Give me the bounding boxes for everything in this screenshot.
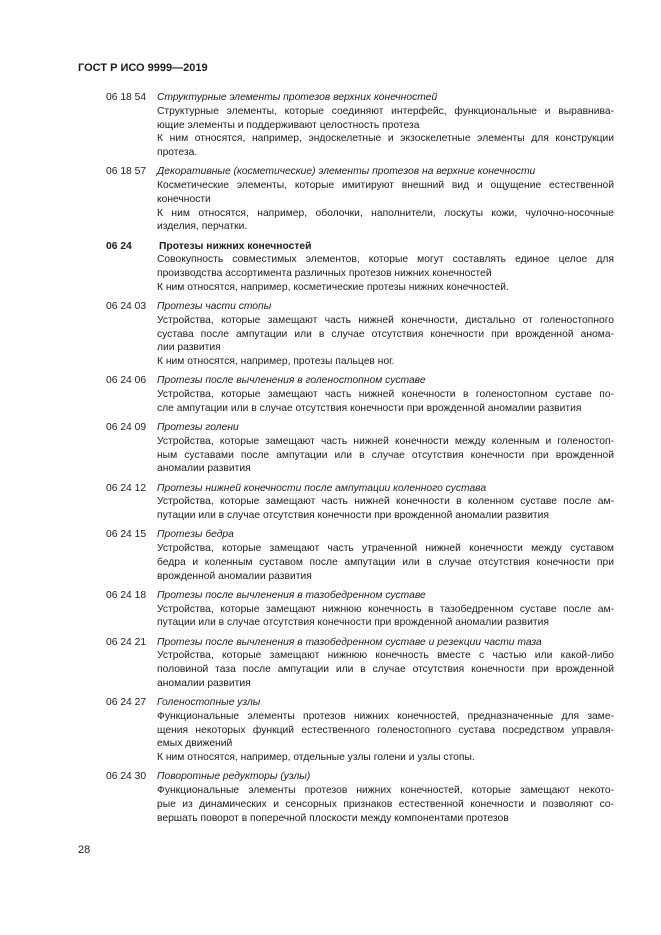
- note-line: К ним относятся, например, оболочки, наполнители, лоскуты кожи, чулочно-носочные: [157, 207, 614, 219]
- definition-line: сустава после ампутации или в случае отсутствия конечности при врожденной анома-: [157, 328, 614, 340]
- entry-heading: [106, 300, 614, 314]
- entry-06-24-09: [106, 421, 614, 476]
- entry-title: Протезы после вычленения в тазобедренном суставе и резекции части таза: [157, 636, 542, 648]
- entry-code: 06 24 27: [106, 697, 147, 708]
- entry-heading: [106, 696, 614, 710]
- entry-heading: [106, 374, 614, 388]
- note-line: К ним относятся, например, протезы пальцев ног.: [157, 356, 395, 367]
- definition-line: Функциональные элементы протезов нижних конечностей, предназначенные для заме-: [157, 710, 614, 722]
- document-header: ГОСТ Р ИСО 9999—2019: [78, 62, 208, 74]
- definition-line: путации или в случае отсутствия конечности при врожденной аномалии развития: [157, 617, 549, 629]
- definition-line: Устройства, которые замещают нижнюю конечность вместе с частью или какой-либо: [157, 650, 614, 662]
- definition-line: Структурные элементы, которые соединяют интерфейс, функциональные и выравнива-: [157, 105, 614, 117]
- entry-code: 06 18 54: [106, 92, 147, 103]
- definition-line: ным суставами после ампутации или в случае отсутствия конечности при врожденной: [157, 449, 614, 461]
- entry-code: 06 24 12: [106, 482, 147, 494]
- entry-code: 06 24 30: [106, 771, 147, 783]
- entry-body: [157, 314, 614, 369]
- entry-heading: [106, 240, 614, 254]
- definition-line: производства ассортимента различных протезов нижних конечностей: [157, 268, 492, 279]
- entry-heading: [106, 482, 614, 496]
- entry-06-24-06: [106, 374, 614, 415]
- entry-title: Протезы после вычленения в голеностопном суставе: [157, 375, 426, 387]
- entry-body: [157, 435, 614, 476]
- entry-code: 06 24 06: [106, 375, 147, 387]
- entry-body: [157, 179, 614, 234]
- entry-body: [157, 784, 614, 825]
- definition-line: рые из динамических и сенсорных признаков естественной конечности и позволяют со-: [157, 798, 614, 810]
- note-line: К ним относятся, например, эндоскелетные и экзоскелетные элементы для конструкции: [157, 133, 614, 145]
- entry-06-18-57: [106, 165, 614, 234]
- definition-line: аномалии развития: [157, 463, 251, 475]
- entry-body: [157, 710, 614, 765]
- entry-title: Протезы нижней конечности после ампутации коленного сустава: [157, 482, 487, 494]
- definition-line: сле ампутации или в случае отсутствия конечности при врожденной аномалии развития: [157, 402, 582, 414]
- entry-heading: [106, 528, 614, 542]
- definition-line: Устройства, которые замещают часть нижней конечности в коленном суставе после ам-: [157, 496, 614, 508]
- entry-code: 06 24 21: [106, 636, 147, 648]
- note-line: изделия, перчатки.: [157, 221, 248, 233]
- entry-title: Протезы голени: [157, 422, 239, 433]
- note-line: К ним относятся, например, косметические протезы нижних конечностей.: [157, 281, 509, 293]
- entry-body: [157, 105, 614, 160]
- entry-title: Протезы после вычленения в тазобедренном суставе: [157, 589, 426, 601]
- entry-06-24: [106, 240, 614, 295]
- entry-06-18-54: [106, 91, 614, 160]
- definition-line: Устройства, которые замещают часть нижней конечности между коленным и голеностоп-: [157, 435, 614, 447]
- entry-body: [157, 388, 614, 416]
- entry-code: 06 24 15: [106, 529, 147, 541]
- entry-body: [157, 253, 614, 294]
- entry-heading: [106, 636, 614, 650]
- definition-line: аномалии развития: [157, 677, 251, 689]
- definition-line: бедра и коленным суставом после ампутации или в случае отсутствия конечности при: [157, 556, 614, 568]
- entry-06-24-15: [106, 528, 614, 583]
- entry-title: Голеностопные узлы: [157, 697, 261, 708]
- entry-body: [157, 495, 614, 523]
- entry-heading: [106, 421, 614, 435]
- note-line: протеза.: [157, 147, 198, 158]
- entry-06-24-27: [106, 696, 614, 765]
- page-number: 28: [78, 844, 91, 856]
- entry-title: Протезы нижних конечностей: [159, 240, 312, 252]
- entry-06-24-30: [106, 770, 614, 825]
- definition-line: ющие элементы и поддерживают целостность протеза: [157, 119, 420, 131]
- definition-line: вершать поворот в поперечной плоскости между компонентами протезов: [157, 812, 509, 824]
- definition-line: емых движений: [157, 738, 233, 750]
- entry-body: [157, 603, 614, 631]
- note-line: К ним относятся, например, отдельные узлы голени и узлы стопы.: [157, 752, 475, 763]
- entry-code: 06 24 03: [106, 301, 147, 312]
- entry-06-24-18: [106, 589, 614, 630]
- entry-title: Структурные элементы протезов верхних конечностей: [157, 92, 438, 103]
- definition-line: конечности: [157, 193, 211, 205]
- entry-body: [157, 542, 614, 583]
- definition-line: Совокупность совместимых элементов, которые могут составлять единое целое для: [157, 254, 614, 266]
- entry-heading: [106, 589, 614, 603]
- entry-title: Протезы части стопы: [157, 301, 272, 312]
- entry-heading: [106, 165, 614, 179]
- entry-06-24-21: [106, 636, 614, 691]
- classification-list: [106, 91, 614, 831]
- entry-heading: [106, 91, 614, 105]
- entry-body: [157, 649, 614, 690]
- definition-line: лии развития: [157, 342, 221, 354]
- entry-title: Поворотные редукторы (узлы): [157, 771, 311, 783]
- entry-06-24-03: [106, 300, 614, 369]
- definition-line: Косметические элементы, которые имитируют внешний вид и ощущение естественной: [157, 180, 614, 191]
- definition-line: Устройства, которые замещают часть нижней конечности, дистально от голеностопного: [157, 314, 614, 326]
- entry-title: Протезы бедра: [157, 529, 234, 541]
- entry-title: Декоративные (косметические) элементы протезов на верхние конечности: [157, 166, 536, 178]
- definition-line: Устройства, которые замещают нижнюю конечность в тазобедренном суставе после ам-: [157, 603, 614, 615]
- entry-heading: [106, 770, 614, 784]
- definition-line: щения некоторых функций естественного голеностопного сустава посредством управля-: [157, 724, 614, 736]
- entry-06-24-12: [106, 482, 614, 523]
- definition-line: врожденной аномалии развития: [157, 570, 312, 582]
- entry-code: 06 24: [106, 240, 132, 252]
- definition-line: Устройства, которые замещают часть утраченной нижней конечности между суставом: [157, 543, 614, 554]
- entry-code: 06 24 09: [106, 422, 147, 433]
- definition-line: путации или в случае отсутствия конечности при врожденной аномалии развития: [157, 510, 549, 521]
- definition-line: Устройства, которые замещают часть нижней конечности в голеностопном суставе по-: [157, 389, 614, 400]
- definition-line: Функциональные элементы протезов нижних конечностей, которые замещают некото-: [157, 785, 614, 796]
- entry-code: 06 24 18: [106, 589, 147, 601]
- entry-code: 06 18 57: [106, 166, 147, 178]
- definition-line: половиной таза после ампутации или в случае отсутствия конечности при врожденной: [157, 664, 614, 675]
